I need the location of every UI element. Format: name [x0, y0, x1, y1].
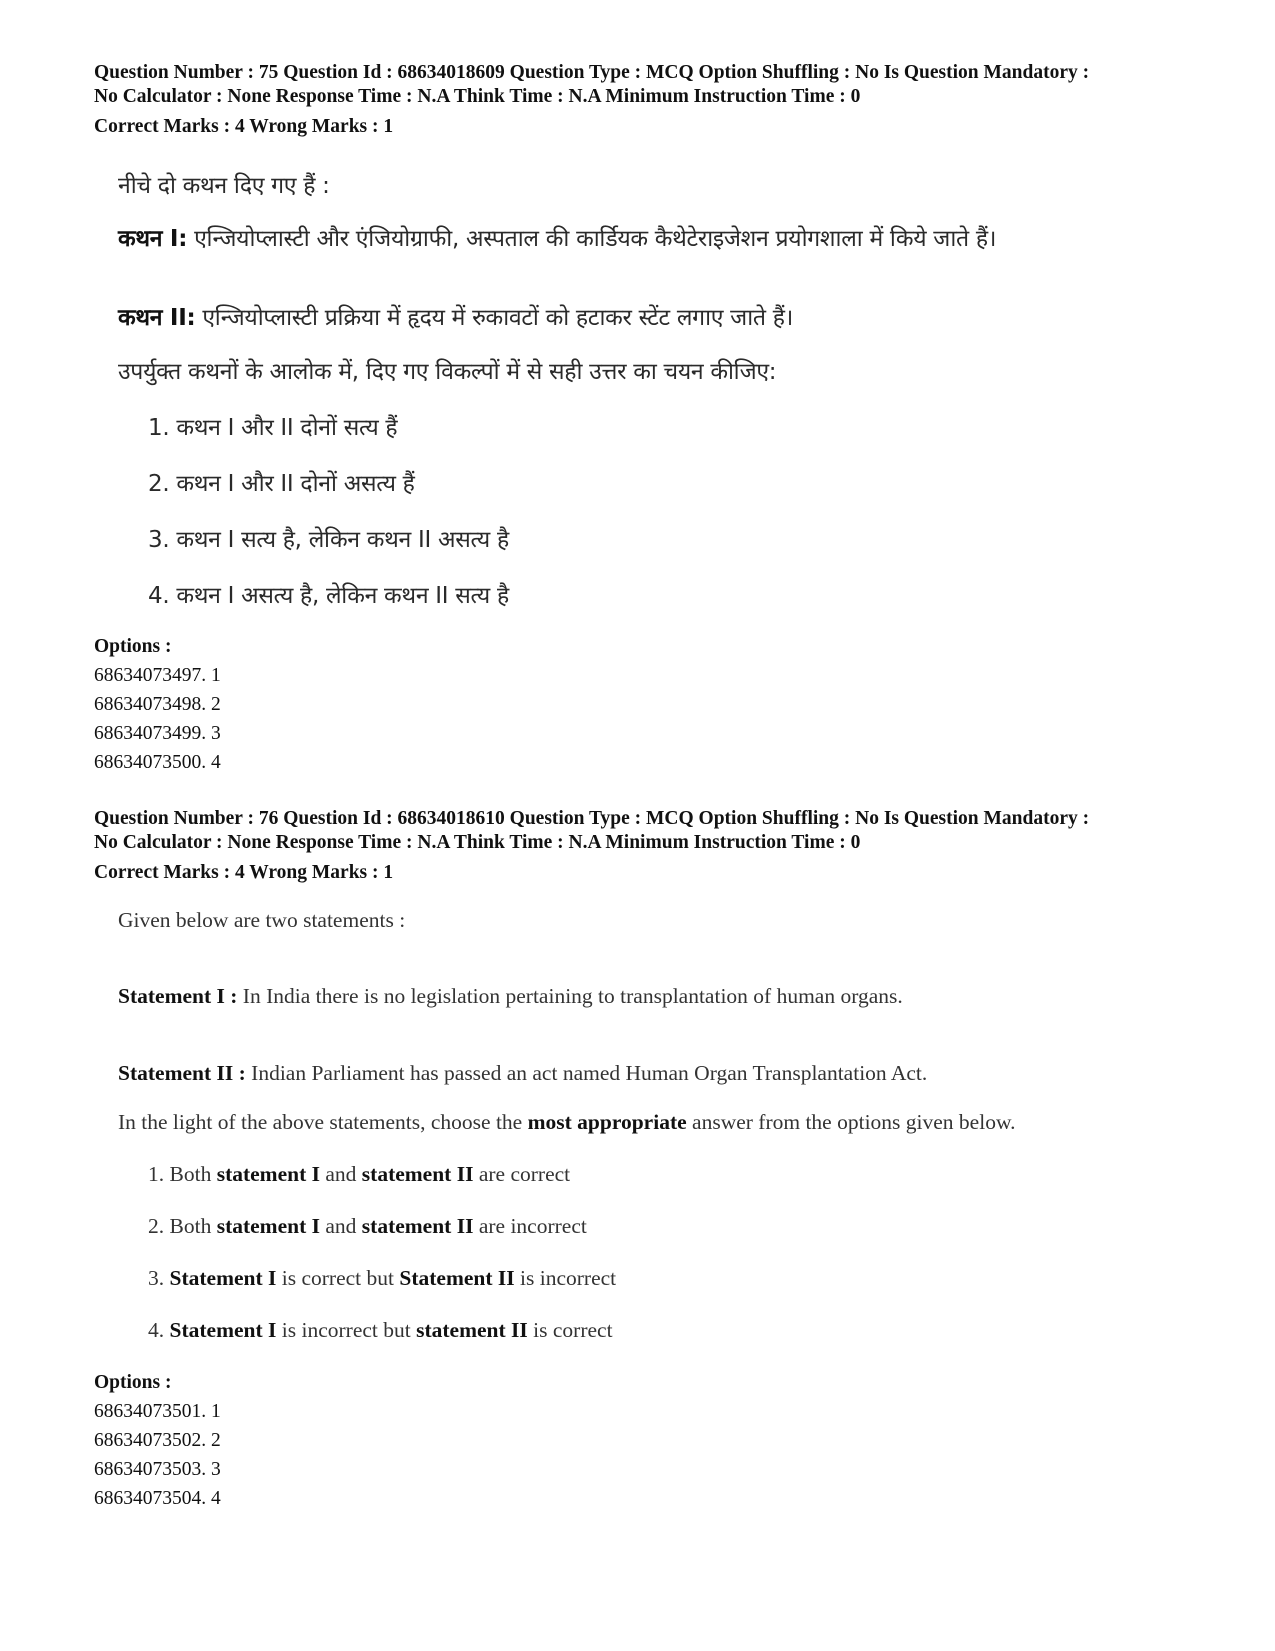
question-meta-line-2: No Calculator : None Response Time : N.A Think Time : N.A Minimum Instruction Time : 0 [94, 86, 861, 107]
question-76-intro: Given below are two statements : [118, 908, 406, 932]
question-meta-line-1: Question Number : 75 Question Id : 68634018609 Question Type : MCQ Option Shuffling : No Is Question Mandatory : [94, 62, 1090, 83]
question-76-metadata [94, 807, 1224, 885]
choice-prefix: 2. Both [148, 1214, 217, 1238]
choice-middle: is incorrect but [276, 1318, 417, 1342]
statement-2-label: Statement II : [118, 1061, 246, 1085]
choice-middle: and [320, 1162, 362, 1186]
question-76-choice-3 [148, 1266, 616, 1291]
option-id-row: 68634073502. 2 [94, 1430, 221, 1451]
question-75-choice-1: 1. कथन I और II दोनों सत्य हैं [148, 415, 398, 441]
question-76-statement-2 [118, 1061, 927, 1086]
choice-end: is correct [527, 1318, 613, 1342]
option-id-row: 68634073503. 3 [94, 1459, 221, 1480]
choice-middle: and [320, 1214, 362, 1238]
statement-2-text: एन्जियोप्लास्टी प्रक्रिया में हृदय में रुकावटों को हटाकर स्टेंट लगाए जाते हैं। [195, 305, 794, 331]
statement-1-text: In India there is no legislation pertaining to transplantation of human organs. [237, 984, 903, 1008]
question-marks-line: Correct Marks : 4 Wrong Marks : 1 [94, 862, 394, 883]
choice-bold-1: statement I [216, 1162, 320, 1186]
option-id-row: 68634073498. 2 [94, 694, 221, 715]
choice-bold-2: Statement II [399, 1266, 515, 1290]
question-76-statement-1 [118, 984, 903, 1009]
choice-bold-1: statement I [216, 1214, 320, 1238]
question-76-choice-4 [148, 1318, 613, 1343]
choice-bold-2: statement II [361, 1214, 474, 1238]
choice-end: is incorrect [514, 1266, 617, 1290]
choice-bold-2: statement II [361, 1162, 474, 1186]
choice-middle: is correct but [276, 1266, 400, 1290]
statement-1-label: कथन I: [118, 226, 188, 252]
question-76-choice-2 [148, 1214, 587, 1239]
option-id-row: 68634073499. 3 [94, 723, 221, 744]
question-75-prompt: उपर्युक्त कथनों के आलोक में, दिए गए विकल्पों में से सही उत्तर का चयन कीजिए: [118, 359, 777, 385]
question-meta-line-2: No Calculator : None Response Time : N.A Think Time : N.A Minimum Instruction Time : 0 [94, 832, 861, 853]
options-heading: Options : [94, 1372, 172, 1393]
choice-bold-1: Statement I [169, 1318, 277, 1342]
question-meta-line-1: Question Number : 76 Question Id : 68634018610 Question Type : MCQ Option Shuffling : No Is Question Mandatory : [94, 808, 1090, 829]
option-id-row: 68634073504. 4 [94, 1488, 221, 1509]
prompt-text-end: answer from the options given below. [686, 1110, 1016, 1134]
choice-end: are correct [473, 1162, 571, 1186]
question-75-options [94, 632, 221, 777]
question-76-prompt [118, 1110, 1015, 1135]
question-75-choice-4: 4. कथन I असत्य है, लेकिन कथन II सत्य है [148, 583, 509, 609]
question-75-choice-3: 3. कथन I सत्य है, लेकिन कथन II असत्य है [148, 527, 509, 553]
choice-prefix: 1. Both [148, 1162, 217, 1186]
statement-1-label: Statement I : [118, 984, 238, 1008]
choice-prefix: 4. [148, 1318, 170, 1342]
question-75-intro: नीचे दो कथन दिए गए हैं : [118, 173, 330, 199]
question-75-metadata [94, 61, 1224, 139]
question-75-choice-2: 2. कथन I और II दोनों असत्य हैं [148, 471, 415, 497]
choice-end: are incorrect [473, 1214, 587, 1238]
question-75-statement-1 [118, 221, 996, 253]
statement-1-text: एन्जियोप्लास्टी और एंजियोग्राफी, अस्पताल की कार्डियक कैथेटेराइजेशन प्रयोगशाला में किये जाते हैं। [187, 226, 997, 252]
option-id-row: 68634073501. 1 [94, 1401, 221, 1422]
choice-bold-1: Statement I [169, 1266, 277, 1290]
statement-2-text: Indian Parliament has passed an act named Human Organ Transplantation Act. [245, 1061, 928, 1085]
choice-bold-2: statement II [416, 1318, 528, 1342]
prompt-text: In the light of the above statements, choose the [118, 1110, 528, 1134]
choice-prefix: 3. [148, 1266, 170, 1290]
question-marks-line: Correct Marks : 4 Wrong Marks : 1 [94, 116, 394, 137]
option-id-row: 68634073497. 1 [94, 665, 221, 686]
options-heading: Options : [94, 636, 172, 657]
question-76-choice-1 [148, 1162, 570, 1187]
option-id-row: 68634073500. 4 [94, 752, 221, 773]
question-76-options [94, 1368, 221, 1513]
prompt-emphasis: most appropriate [527, 1110, 687, 1134]
statement-2-label: कथन II: [118, 305, 196, 331]
question-75-statement-2 [118, 300, 793, 332]
